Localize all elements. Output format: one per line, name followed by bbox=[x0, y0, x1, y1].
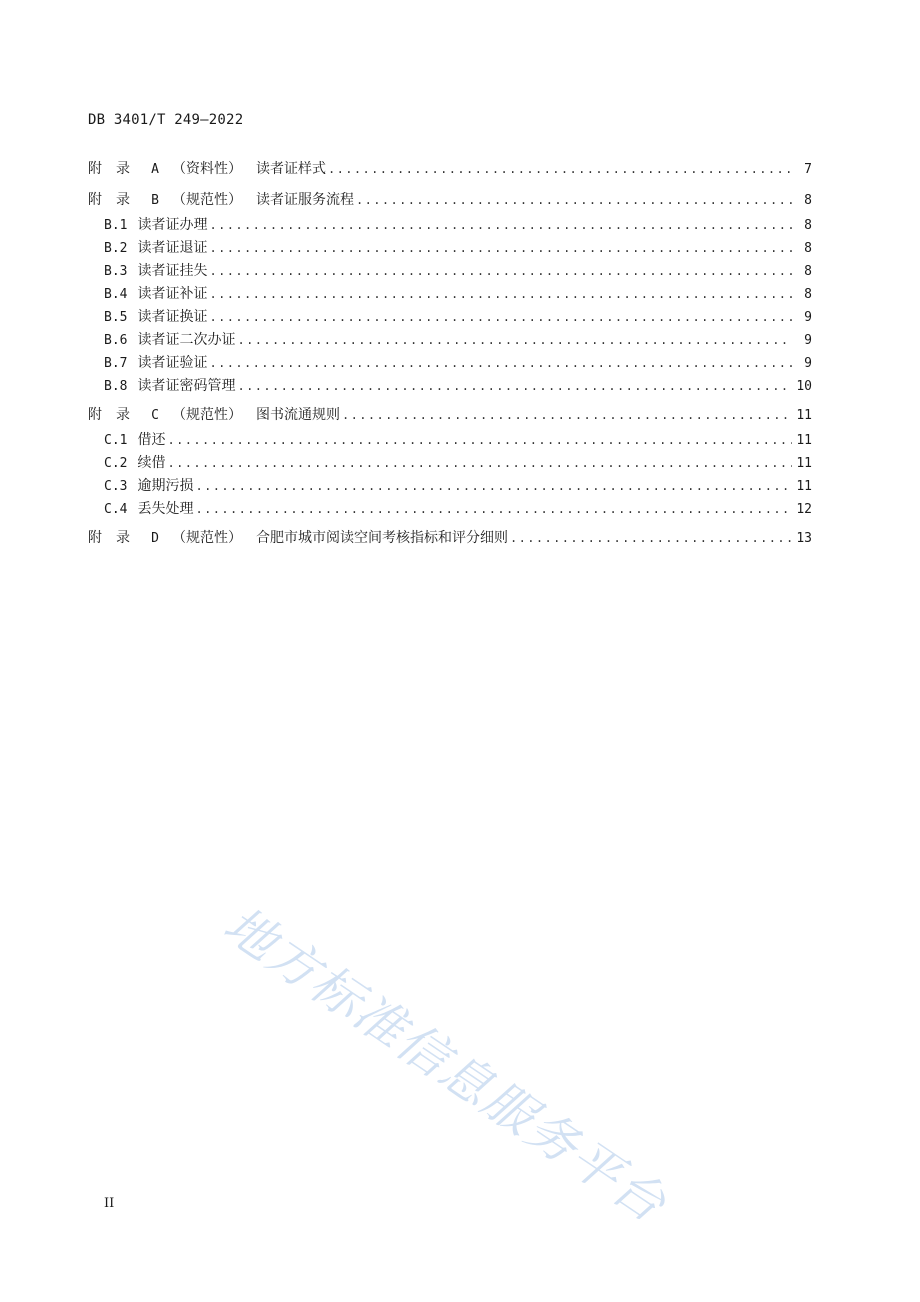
toc-entry-section-b-5[interactable] bbox=[88, 306, 812, 329]
dot-leader bbox=[356, 193, 792, 207]
dot-leader bbox=[237, 379, 792, 393]
toc-entry-title: 逾期污损 bbox=[137, 478, 194, 494]
section-number: C.4 bbox=[104, 502, 128, 517]
toc-entry-title: 读者证验证 bbox=[137, 355, 208, 371]
toc-entry-title: 丢失处理 bbox=[137, 501, 194, 517]
toc-entry-title: 续借 bbox=[137, 455, 166, 471]
dot-leader bbox=[510, 531, 792, 545]
toc-entry-title: 读者证样式 bbox=[256, 161, 326, 177]
dot-leader bbox=[328, 162, 792, 176]
toc-entry-section-b-2[interactable] bbox=[88, 237, 812, 260]
dot-leader bbox=[342, 408, 792, 422]
toc-page-number: 11 bbox=[796, 456, 812, 471]
dot-leader bbox=[167, 456, 792, 470]
toc-page-number: 12 bbox=[796, 502, 812, 517]
toc-page-number: 11 bbox=[796, 479, 812, 494]
table-of-contents bbox=[88, 158, 812, 552]
toc-entry-appendix-d[interactable] bbox=[88, 527, 812, 552]
section-number: B.4 bbox=[104, 287, 128, 302]
toc-entry-section-c-2[interactable] bbox=[88, 452, 812, 475]
dot-leader bbox=[195, 479, 792, 493]
section-number: B.5 bbox=[104, 310, 128, 325]
toc-entry-title: 借还 bbox=[137, 432, 166, 448]
dot-leader bbox=[167, 433, 792, 447]
toc-entry-section-b-4[interactable] bbox=[88, 283, 812, 306]
toc-entry-title: 读者证办理 bbox=[137, 217, 208, 233]
section-number: C.3 bbox=[104, 479, 128, 494]
appendix-nature: （规范性） bbox=[172, 192, 242, 208]
toc-page-number: 9 bbox=[804, 310, 812, 325]
appendix-word: 附 录 bbox=[88, 407, 130, 423]
toc-entry-section-c-4[interactable] bbox=[88, 498, 812, 521]
toc-page-number: 8 bbox=[804, 193, 812, 208]
dot-leader bbox=[195, 502, 792, 516]
section-number: B.8 bbox=[104, 379, 128, 394]
toc-page-number: 7 bbox=[804, 162, 812, 177]
toc-entry-title: 读者证退证 bbox=[137, 240, 208, 256]
appendix-nature: （规范性） bbox=[172, 530, 242, 546]
toc-page-number: 11 bbox=[796, 408, 812, 423]
toc-page-number: 13 bbox=[796, 531, 812, 546]
toc-page-number: 8 bbox=[804, 287, 812, 302]
dot-leader bbox=[237, 333, 792, 347]
toc-entry-section-b-3[interactable] bbox=[88, 260, 812, 283]
toc-page-number: 8 bbox=[804, 241, 812, 256]
appendix-word: 附 录 bbox=[88, 530, 130, 546]
section-number: B.1 bbox=[104, 218, 128, 233]
appendix-letter: D bbox=[151, 531, 159, 546]
appendix-letter: C bbox=[151, 408, 159, 423]
dot-leader bbox=[209, 310, 792, 324]
toc-page-number: 10 bbox=[796, 379, 812, 394]
toc-entry-section-b-6[interactable] bbox=[88, 329, 812, 352]
appendix-nature: （资料性） bbox=[172, 161, 242, 177]
toc-entry-section-c-3[interactable] bbox=[88, 475, 812, 498]
appendix-letter: B bbox=[151, 193, 159, 208]
toc-page-number: 8 bbox=[804, 264, 812, 279]
toc-page-number: 8 bbox=[804, 218, 812, 233]
section-number: B.2 bbox=[104, 241, 128, 256]
dot-leader bbox=[209, 218, 792, 232]
section-number: C.2 bbox=[104, 456, 128, 471]
section-number: B.7 bbox=[104, 356, 128, 371]
page-number: II bbox=[104, 1196, 115, 1211]
appendix-letter: A bbox=[151, 162, 159, 177]
section-number: B.3 bbox=[104, 264, 128, 279]
toc-entry-title: 读者证密码管理 bbox=[137, 378, 236, 394]
toc-entry-section-c-1[interactable] bbox=[88, 429, 812, 452]
dot-leader bbox=[209, 264, 792, 278]
appendix-word: 附 录 bbox=[88, 192, 130, 208]
toc-page-number: 9 bbox=[804, 333, 812, 348]
toc-entry-title: 读者证补证 bbox=[137, 286, 208, 302]
appendix-nature: （规范性） bbox=[172, 407, 242, 423]
toc-page-number: 9 bbox=[804, 356, 812, 371]
toc-entry-title: 读者证挂失 bbox=[137, 263, 208, 279]
toc-entry-appendix-b[interactable] bbox=[88, 189, 812, 214]
toc-entry-title: 图书流通规则 bbox=[256, 407, 340, 423]
section-number: C.1 bbox=[104, 433, 128, 448]
document-code: DB 3401/T 249—2022 bbox=[88, 112, 244, 128]
appendix-word: 附 录 bbox=[88, 161, 130, 177]
toc-entry-title: 读者证服务流程 bbox=[256, 192, 354, 208]
toc-entry-title: 合肥市城市阅读空间考核指标和评分细则 bbox=[256, 530, 508, 546]
toc-page-number: 11 bbox=[796, 433, 812, 448]
watermark-text: 地方标准信息服务平台 bbox=[213, 895, 678, 1235]
toc-entry-title: 读者证换证 bbox=[137, 309, 208, 325]
toc-entry-section-b-1[interactable] bbox=[88, 214, 812, 237]
toc-entry-title: 读者证二次办证 bbox=[137, 332, 236, 348]
toc-entry-appendix-a[interactable] bbox=[88, 158, 812, 183]
toc-entry-section-b-8[interactable] bbox=[88, 375, 812, 398]
toc-entry-section-b-7[interactable] bbox=[88, 352, 812, 375]
dot-leader bbox=[209, 241, 792, 255]
section-number: B.6 bbox=[104, 333, 128, 348]
dot-leader bbox=[209, 287, 792, 301]
toc-entry-appendix-c[interactable] bbox=[88, 404, 812, 429]
dot-leader bbox=[209, 356, 792, 370]
